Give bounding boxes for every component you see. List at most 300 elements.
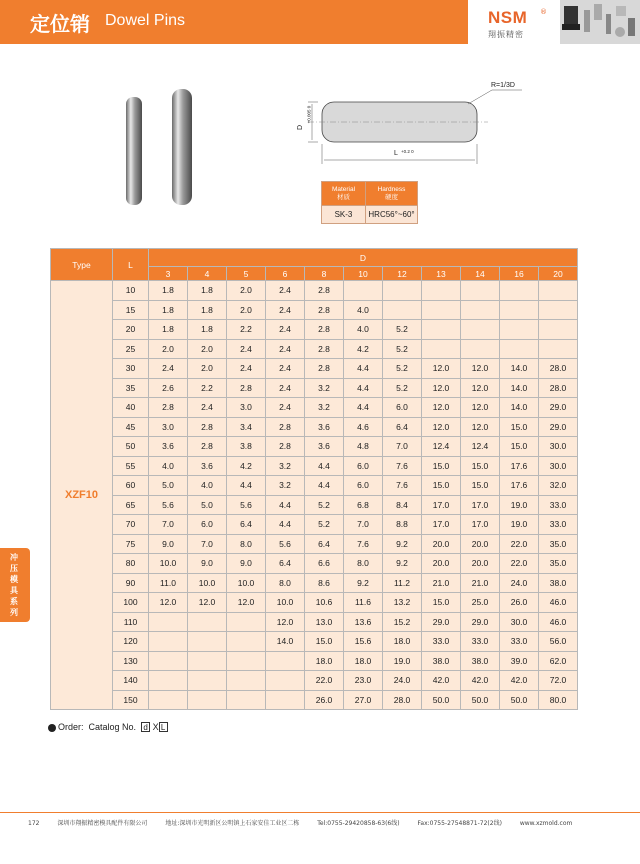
table-cell: 19.0 xyxy=(383,651,422,671)
table-cell: 12.0 xyxy=(461,359,500,379)
diameter-col-header: 13 xyxy=(422,267,461,281)
table-cell: 3.0 xyxy=(149,417,188,437)
table-cell: 4.8 xyxy=(344,437,383,457)
table-cell: 38.0 xyxy=(461,651,500,671)
table-cell: 3.2 xyxy=(266,476,305,496)
footer-address: 地址:深圳市光明新区公明镇上石家安佳工业区二栋 xyxy=(165,820,300,827)
type-header: Type xyxy=(51,249,113,281)
length-cell: 40 xyxy=(113,398,149,418)
radius-label: R=1/3D xyxy=(491,82,515,89)
table-row xyxy=(51,437,578,457)
table-cell: 2.4 xyxy=(188,398,227,418)
dimension-table xyxy=(50,248,578,710)
l-box: L xyxy=(159,722,168,732)
table-cell: 33.0 xyxy=(461,632,500,652)
table-cell: 10.0 xyxy=(266,593,305,613)
page-number: 172 xyxy=(28,820,40,827)
table-row xyxy=(51,300,578,320)
length-cell: 15 xyxy=(113,300,149,320)
table-cell: 2.4 xyxy=(266,378,305,398)
table-cell: 3.6 xyxy=(305,417,344,437)
table-cell: 8.4 xyxy=(383,495,422,515)
table-row xyxy=(51,320,578,340)
length-cell: 70 xyxy=(113,515,149,535)
table-cell: 15.2 xyxy=(383,612,422,632)
footer-website: www.xzmold.com xyxy=(519,820,573,827)
table-cell xyxy=(422,320,461,340)
table-cell: 33.0 xyxy=(539,515,578,535)
table-cell: 12.4 xyxy=(422,437,461,457)
table-cell: 2.2 xyxy=(188,378,227,398)
table-cell: 4.0 xyxy=(188,476,227,496)
table-row xyxy=(51,456,578,476)
table-cell: 2.8 xyxy=(227,378,266,398)
table-cell: 17.6 xyxy=(500,456,539,476)
table-cell: 26.0 xyxy=(500,593,539,613)
table-cell: 12.0 xyxy=(461,398,500,418)
length-cell: 50 xyxy=(113,437,149,457)
table-row xyxy=(51,573,578,593)
diameter-col-header: 10 xyxy=(344,267,383,281)
table-row xyxy=(51,476,578,496)
table-cell: 32.0 xyxy=(539,476,578,496)
table-cell: 14.0 xyxy=(500,378,539,398)
catalog-label: Catalog No. xyxy=(88,722,137,732)
table-cell xyxy=(149,690,188,710)
material-table xyxy=(321,181,418,224)
table-row xyxy=(51,671,578,691)
table-cell: 22.0 xyxy=(305,671,344,691)
length-cell: 80 xyxy=(113,554,149,574)
table-cell xyxy=(149,671,188,691)
table-cell xyxy=(227,671,266,691)
table-cell: 17.0 xyxy=(461,495,500,515)
table-cell: 12.0 xyxy=(422,417,461,437)
table-cell: 3.4 xyxy=(227,417,266,437)
table-cell: 12.0 xyxy=(422,378,461,398)
diameter-col-header: 12 xyxy=(383,267,422,281)
table-cell xyxy=(188,632,227,652)
length-cell: 100 xyxy=(113,593,149,613)
diameter-label: D xyxy=(297,124,305,131)
table-cell: 6.0 xyxy=(188,515,227,535)
table-row xyxy=(51,398,578,418)
table-cell: 12.0 xyxy=(227,593,266,613)
table-cell xyxy=(149,651,188,671)
length-cell: 30 xyxy=(113,359,149,379)
table-cell: 3.2 xyxy=(266,456,305,476)
footer-divider xyxy=(0,812,640,813)
table-cell xyxy=(227,632,266,652)
table-cell: 9.2 xyxy=(344,573,383,593)
table-cell: 7.0 xyxy=(383,437,422,457)
side-category-label: 冲压模具系列 xyxy=(10,553,18,617)
table-cell: 12.0 xyxy=(266,612,305,632)
table-cell: 5.6 xyxy=(227,495,266,515)
table-cell: 28.0 xyxy=(383,690,422,710)
brand-registered-mark: ® xyxy=(540,8,547,16)
table-cell: 28.0 xyxy=(539,378,578,398)
table-cell: 2.4 xyxy=(266,359,305,379)
d-box: d xyxy=(141,722,150,732)
table-cell: 14.0 xyxy=(266,632,305,652)
table-cell: 17.0 xyxy=(422,495,461,515)
page-title-cn: 定位销 xyxy=(30,12,90,36)
diameter-col-header: 16 xyxy=(500,267,539,281)
length-cell: 120 xyxy=(113,632,149,652)
table-cell: 3.2 xyxy=(305,398,344,418)
table-cell: 13.0 xyxy=(305,612,344,632)
table-cell xyxy=(383,281,422,301)
table-cell xyxy=(188,612,227,632)
table-cell: 1.8 xyxy=(188,281,227,301)
table-cell: 4.2 xyxy=(227,456,266,476)
table-cell: 6.0 xyxy=(383,398,422,418)
table-cell: 13.6 xyxy=(344,612,383,632)
table-cell: 4.4 xyxy=(266,495,305,515)
table-cell: 2.0 xyxy=(188,359,227,379)
table-cell: 42.0 xyxy=(461,671,500,691)
table-cell xyxy=(188,651,227,671)
table-cell: 4.0 xyxy=(344,300,383,320)
table-cell: 4.6 xyxy=(344,417,383,437)
table-cell: 2.6 xyxy=(149,378,188,398)
table-cell: 18.0 xyxy=(383,632,422,652)
table-cell: 6.4 xyxy=(305,534,344,554)
table-cell: 6.0 xyxy=(344,456,383,476)
table-cell xyxy=(461,320,500,340)
table-cell: 10.6 xyxy=(305,593,344,613)
table-cell: 50.0 xyxy=(422,690,461,710)
order-instruction xyxy=(48,722,168,732)
page-title-en: Dowel Pins xyxy=(105,12,186,29)
table-cell: 9.2 xyxy=(383,534,422,554)
table-cell: 1.8 xyxy=(149,281,188,301)
table-cell: 12.0 xyxy=(422,398,461,418)
table-cell: 20.0 xyxy=(422,554,461,574)
length-cell: 35 xyxy=(113,378,149,398)
table-cell: 6.6 xyxy=(305,554,344,574)
table-cell: 4.2 xyxy=(344,339,383,359)
table-row xyxy=(51,593,578,613)
table-cell: 4.4 xyxy=(344,378,383,398)
table-cell xyxy=(422,281,461,301)
table-cell: 72.0 xyxy=(539,671,578,691)
table-cell: 3.6 xyxy=(188,456,227,476)
table-cell: 3.6 xyxy=(149,437,188,457)
table-cell xyxy=(500,339,539,359)
table-cell xyxy=(227,690,266,710)
table-cell: 12.0 xyxy=(149,593,188,613)
table-cell: 38.0 xyxy=(539,573,578,593)
table-cell: 17.0 xyxy=(461,515,500,535)
hardness-value: HRC56°~60° xyxy=(366,206,418,224)
table-cell: 5.2 xyxy=(305,495,344,515)
length-cell: 90 xyxy=(113,573,149,593)
diameter-col-header: 5 xyxy=(227,267,266,281)
table-cell: 2.8 xyxy=(305,281,344,301)
table-row xyxy=(51,534,578,554)
table-cell: 29.0 xyxy=(461,612,500,632)
table-cell: 21.0 xyxy=(461,573,500,593)
header-product-photo xyxy=(560,0,640,44)
table-cell: 23.0 xyxy=(344,671,383,691)
table-cell: 2.4 xyxy=(227,359,266,379)
table-cell: 5.0 xyxy=(188,495,227,515)
table-cell: 3.8 xyxy=(227,437,266,457)
table-row xyxy=(51,632,578,652)
dowel-pin-photo xyxy=(110,85,210,210)
table-cell: 6.4 xyxy=(383,417,422,437)
table-cell: 2.4 xyxy=(149,359,188,379)
table-cell: 4.4 xyxy=(305,456,344,476)
table-cell: 9.0 xyxy=(227,554,266,574)
diameter-col-header: 8 xyxy=(305,267,344,281)
table-cell xyxy=(149,612,188,632)
length-cell: 25 xyxy=(113,339,149,359)
table-cell: 7.0 xyxy=(188,534,227,554)
brand-name-cn: 翔振精密 xyxy=(488,30,524,39)
table-cell: 9.0 xyxy=(149,534,188,554)
table-cell: 2.8 xyxy=(188,437,227,457)
diameter-col-header: 4 xyxy=(188,267,227,281)
table-cell xyxy=(266,690,305,710)
table-cell: 15.0 xyxy=(305,632,344,652)
table-cell: 80.0 xyxy=(539,690,578,710)
length-header: L xyxy=(113,249,149,281)
length-cell: 45 xyxy=(113,417,149,437)
table-cell: 6.8 xyxy=(344,495,383,515)
table-row xyxy=(51,281,578,301)
table-row xyxy=(51,554,578,574)
table-cell: 5.2 xyxy=(383,359,422,379)
table-cell: 2.8 xyxy=(149,398,188,418)
table-cell: 11.6 xyxy=(344,593,383,613)
table-cell: 2.8 xyxy=(305,300,344,320)
table-cell: 1.8 xyxy=(149,320,188,340)
table-cell: 12.0 xyxy=(422,359,461,379)
table-cell: 13.2 xyxy=(383,593,422,613)
length-cell: 65 xyxy=(113,495,149,515)
table-cell: 6.0 xyxy=(344,476,383,496)
footer-company: 深圳市翔振精密模具配件有限公司 xyxy=(57,820,148,827)
table-cell: 15.0 xyxy=(422,593,461,613)
table-cell: 2.8 xyxy=(188,417,227,437)
table-cell: 24.0 xyxy=(383,671,422,691)
table-cell: 2.8 xyxy=(305,359,344,379)
table-cell: 50.0 xyxy=(500,690,539,710)
table-cell: 2.4 xyxy=(266,281,305,301)
table-cell: 62.0 xyxy=(539,651,578,671)
table-cell: 6.4 xyxy=(227,515,266,535)
table-row xyxy=(51,378,578,398)
table-cell: 39.0 xyxy=(500,651,539,671)
table-cell: 18.0 xyxy=(344,651,383,671)
table-cell: 22.0 xyxy=(500,554,539,574)
diameter-tolerance: +0.005 0 xyxy=(306,105,312,124)
table-cell: 9.2 xyxy=(383,554,422,574)
diameter-col-header: 20 xyxy=(539,267,578,281)
table-cell xyxy=(539,300,578,320)
table-cell: 5.6 xyxy=(266,534,305,554)
table-cell xyxy=(539,320,578,340)
table-cell: 21.0 xyxy=(422,573,461,593)
order-label: Order: xyxy=(58,722,84,732)
table-cell: 9.0 xyxy=(188,554,227,574)
table-cell: 6.4 xyxy=(266,554,305,574)
table-cell: 20.0 xyxy=(461,534,500,554)
table-cell: 29.0 xyxy=(539,398,578,418)
table-cell: 35.0 xyxy=(539,554,578,574)
table-cell: 2.0 xyxy=(227,281,266,301)
table-cell: 12.0 xyxy=(461,417,500,437)
table-cell: 25.0 xyxy=(461,593,500,613)
table-cell: 10.0 xyxy=(149,554,188,574)
table-cell: 3.0 xyxy=(227,398,266,418)
table-cell: 15.0 xyxy=(500,417,539,437)
table-cell: 5.2 xyxy=(383,320,422,340)
table-cell: 15.0 xyxy=(500,437,539,457)
table-cell: 17.0 xyxy=(422,515,461,535)
table-cell: 2.4 xyxy=(266,320,305,340)
table-cell: 15.0 xyxy=(422,456,461,476)
table-cell: 18.0 xyxy=(305,651,344,671)
table-cell: 12.0 xyxy=(188,593,227,613)
table-cell: 15.0 xyxy=(461,456,500,476)
length-cell: 10 xyxy=(113,281,149,301)
table-cell xyxy=(149,632,188,652)
table-cell: 42.0 xyxy=(500,671,539,691)
table-cell: 38.0 xyxy=(422,651,461,671)
table-cell: 35.0 xyxy=(539,534,578,554)
table-cell: 42.0 xyxy=(422,671,461,691)
table-cell: 30.0 xyxy=(539,456,578,476)
table-cell: 4.0 xyxy=(344,320,383,340)
table-cell xyxy=(422,339,461,359)
table-row xyxy=(51,495,578,515)
table-cell: 2.0 xyxy=(227,300,266,320)
table-cell: 4.4 xyxy=(227,476,266,496)
table-cell xyxy=(461,300,500,320)
table-cell: 14.0 xyxy=(500,398,539,418)
diameter-col-header: 6 xyxy=(266,267,305,281)
table-cell: 15.0 xyxy=(422,476,461,496)
table-cell: 2.4 xyxy=(266,300,305,320)
table-cell: 5.6 xyxy=(149,495,188,515)
table-cell: 24.0 xyxy=(500,573,539,593)
table-row xyxy=(51,515,578,535)
table-row xyxy=(51,612,578,632)
table-cell: 20.0 xyxy=(461,554,500,574)
table-cell: 8.0 xyxy=(227,534,266,554)
footer-tel: Tel:0755-29420858-63(6线) xyxy=(317,820,400,827)
table-cell xyxy=(539,339,578,359)
length-cell: 130 xyxy=(113,651,149,671)
table-cell xyxy=(188,690,227,710)
table-cell: 4.0 xyxy=(149,456,188,476)
length-cell: 110 xyxy=(113,612,149,632)
table-cell xyxy=(227,612,266,632)
table-cell: 5.0 xyxy=(149,476,188,496)
table-cell: 29.0 xyxy=(422,612,461,632)
diameter-col-header: 3 xyxy=(149,267,188,281)
dowel-pin-drawing xyxy=(288,82,548,174)
table-cell: 46.0 xyxy=(539,593,578,613)
table-row xyxy=(51,690,578,710)
table-cell: 2.4 xyxy=(227,339,266,359)
table-row xyxy=(51,359,578,379)
table-cell: 28.0 xyxy=(539,359,578,379)
table-cell: 14.0 xyxy=(500,359,539,379)
table-cell: 22.0 xyxy=(500,534,539,554)
length-cell: 20 xyxy=(113,320,149,340)
table-cell: 12.0 xyxy=(461,378,500,398)
times-sign: X xyxy=(152,722,159,732)
table-cell: 5.2 xyxy=(383,339,422,359)
table-cell: 10.0 xyxy=(188,573,227,593)
table-cell: 4.4 xyxy=(305,476,344,496)
table-cell: 2.0 xyxy=(149,339,188,359)
length-cell: 150 xyxy=(113,690,149,710)
table-cell: 4.4 xyxy=(344,359,383,379)
table-cell: 15.0 xyxy=(461,476,500,496)
table-cell xyxy=(188,671,227,691)
table-cell: 8.8 xyxy=(383,515,422,535)
table-cell: 2.8 xyxy=(266,437,305,457)
table-row xyxy=(51,417,578,437)
table-cell xyxy=(227,651,266,671)
table-cell: 2.4 xyxy=(266,339,305,359)
table-cell xyxy=(500,300,539,320)
table-cell: 4.4 xyxy=(344,398,383,418)
table-cell: 7.0 xyxy=(344,515,383,535)
table-cell: 2.8 xyxy=(266,417,305,437)
table-cell xyxy=(461,281,500,301)
table-cell: 2.4 xyxy=(266,398,305,418)
table-cell: 12.4 xyxy=(461,437,500,457)
hardness-header: Hardness 硬度 xyxy=(366,182,418,206)
table-cell: 10.0 xyxy=(227,573,266,593)
table-cell xyxy=(266,651,305,671)
table-cell xyxy=(383,300,422,320)
table-cell: 19.0 xyxy=(500,495,539,515)
table-cell xyxy=(539,281,578,301)
table-cell xyxy=(500,281,539,301)
table-cell: 5.2 xyxy=(383,378,422,398)
table-cell: 7.6 xyxy=(383,456,422,476)
table-row xyxy=(51,339,578,359)
type-value: XZF10 xyxy=(51,281,113,710)
table-cell: 7.6 xyxy=(383,476,422,496)
footer-fax: Fax:0755-27548871-72(2线) xyxy=(417,820,502,827)
bullet-icon xyxy=(48,724,56,732)
table-cell: 11.2 xyxy=(383,573,422,593)
table-cell xyxy=(422,300,461,320)
table-cell: 33.0 xyxy=(539,495,578,515)
table-cell: 7.0 xyxy=(149,515,188,535)
table-cell: 4.4 xyxy=(266,515,305,535)
length-cell: 55 xyxy=(113,456,149,476)
table-cell xyxy=(500,320,539,340)
table-cell: 11.0 xyxy=(149,573,188,593)
table-cell: 30.0 xyxy=(500,612,539,632)
table-cell: 17.6 xyxy=(500,476,539,496)
material-value: SK-3 xyxy=(322,206,366,224)
table-cell: 1.8 xyxy=(188,320,227,340)
table-cell xyxy=(344,281,383,301)
table-cell: 46.0 xyxy=(539,612,578,632)
table-cell xyxy=(461,339,500,359)
